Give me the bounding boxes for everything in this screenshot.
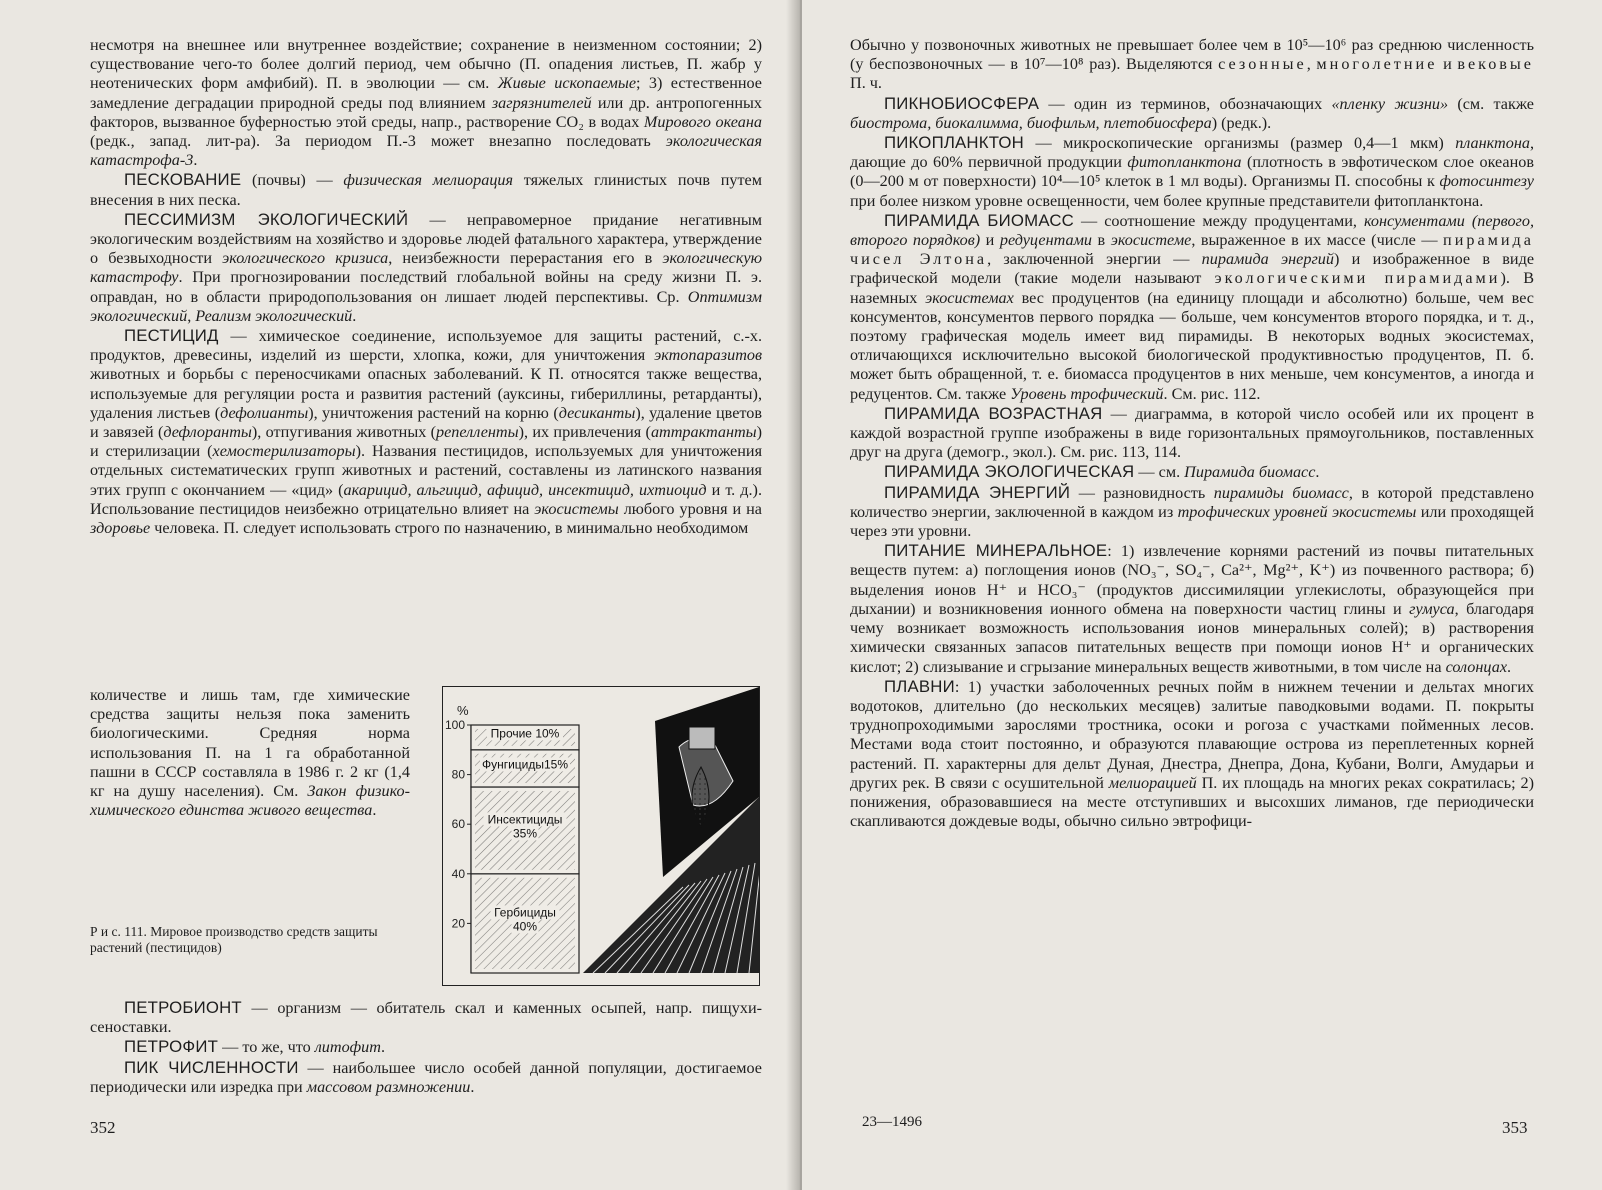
pesticide-chart (442, 686, 760, 986)
left-paragraph: ПЕСТИЦИД — химическое соединение, используемое для защиты растений, с.-х. продуктов, древесины, изделий из шерсти, хлопка, кожи, для уничтожения эктопаразитов животных и борьбы с переносчиками опасных заболеваний. К П. относятся также вещества, используемые для регуляции роста и развития растений (ауксины, гибериллины, ретарданты), удаления листьев (дефолианты), уничтожения растений на корню (десиканты), удаление цветов и завязей (дефлоранты), отпугивания животных (репелленты), их привлечения (аттрактанты) и стерилизации (хемостерилизаторы). Названия пестицидов, используемых для уничтожения отдельных систематических групп животных и растений, составлены из латинского названия этих групп с окончанием — «цид» (акарицид, альгицид, афицид, инсектицид, ихтиоцид и т. д.). Использование пестицидов неизбежно отрицательно влияет на экосистемы любого уровня и на здоровье человека. П. следует использовать строго по назначению, в минимально необходимом (90, 326, 763, 538)
segment-label: Фунгициды15% (481, 757, 569, 772)
right-page (802, 0, 1602, 1190)
segment-label: Прочие 10% (490, 726, 560, 741)
right-paragraph: Обычно у позвоночных животных не превышает более чем в 10⁵—10⁶ раз среднюю численность (у беспозвоночных — в 10⁷—10⁸ раз). Выделяются сезонные, многолетние и вековые П. ч. (850, 36, 1534, 93)
right-text-column (850, 36, 1534, 831)
figure-caption: Р и с. 111. Мировое производство средств защиты растений (пестицидов) (90, 924, 378, 955)
right-paragraph: ПИКНОБИОСФЕРА — один из терминов, обозначающих «пленку жизни» (см. также биострома, биокалимма, биофильм, плетобиосфера) (редк.). (850, 93, 1534, 132)
segment-label: Гербициды (494, 905, 556, 920)
y-tick-label: 100 (444, 718, 465, 732)
y-tick-label: 60 (451, 817, 465, 832)
segment-label: Инсектициды (487, 812, 563, 827)
y-tick-label: 80 (451, 767, 465, 782)
left-paragraph: ПЕССИМИЗМ ЭКОЛОГИЧЕСКИЙ — неправомерное придание негативным экологическим воздействиям на хозяйство и здоровье людей фатального характера, утверждение о безвыходности экологического кризиса, неизбежности перерастания его в экологическую катастрофу. При прогнозировании последствий глобальной войны на среду жизни П. э. оправдан, но в области природопользования он лишает людей перспективы. Ср. Оптимизм экологический, Реализм экологический. (90, 209, 762, 325)
chart-canvas (443, 687, 759, 985)
figure-111 (90, 686, 762, 988)
left-paragraph: ПЕСКОВАНИЕ (почвы) — физическая мелиорация тяжелых глинистых почв путем внесения в них песка. (90, 170, 762, 209)
figure-side-text: количестве и лишь там, где химические средства защиты нельзя пока заменить биологическими. Средняя норма использования П. на 1 га обработанной пашни в СССР составляла в 1986 г. 2 кг (1,4 кг на душу населения). См. Закон физико-химического единства живого вещества. (90, 686, 411, 820)
y-tick-label: 40 (451, 866, 465, 881)
signature-mark: 23—1496 (862, 1114, 922, 1130)
left-text-after-figure (90, 998, 762, 1097)
left-paragraph: ПЕТРОФИТ — то же, что литофит. (124, 1037, 386, 1057)
right-paragraph: ПИТАНИЕ МИНЕРАЛЬНОЕ: 1) извлечение корнями растений из почвы питательных веществ путем: а) поглощения ионов (NO₃⁻, SO₄⁻, Ca²⁺, Mg²⁺, K⁺) из почвенного раствора; б) выделения ионов H⁺ и HCO₃⁻ (продуктов диссимиляции углекислоты, образующейся при дыхании) и возникновения ионного обмена на поверхности частиц глины и гумуса, благодаря чему возникает возможность использования ионов минеральных солей); в) растворения химически связанных запасов питательных веществ при помощи ионов H⁺ и органических кислот; 2) слизывание и сгрызание минеральных веществ животными, в том числе на солонцах. (850, 541, 1534, 676)
left-page (0, 0, 798, 1190)
tractor-cab (689, 727, 715, 749)
right-paragraph: ПИРАМИДА ЭНЕРГИЙ — разновидность пирамиды биомасс, в которой представлено количество энергии, заключенной в каждом из трофических уровней экосистемы или проходящей через эти уровни. (850, 482, 1534, 541)
right-paragraph: ПИКОПЛАНКТОН — микроскопические организмы (размер 0,4—1 мкм) планктона, дающие до 60% первичной продукции фитопланктона (плотность в эвфотическом слое океанов (0—200 м от поверхности) 10⁴—10⁵ клеток в 1 мл воды). Организмы П. способны к фотосинтезу при более низком уровне освещенности, чем более крупные представители фитопланктона. (850, 133, 1534, 210)
left-paragraph: несмотря на внешнее или внутреннее воздействие; сохранение в неизменном состоянии; 2) существование чего-то более долгий период, чем обычно (П. опадения листьев, П. жабр у неотенических форм амфибий). П. в эволюции — см. Живые ископаемые; 3) естественное замедление деградации природной среды под влиянием загрязнителей или др. антропогенных факторов, вызванное буферностью этой среды, напр., растворение CO₂ в водах Мирового океана (редк., запад. лит-ра). За периодом П.-3 может внезапно последовать экологическая катастрофа-3. (90, 36, 763, 170)
y-axis-label: % (457, 703, 469, 718)
right-paragraph: ПИРАМИДА ЭКОЛОГИЧЕСКАЯ — см. Пирамида биомасс. (884, 462, 1320, 482)
page-number-left: 352 (90, 1118, 116, 1137)
right-paragraph: ПИРАМИДА БИОМАСС — соотношение между продуцентами, консументами (первого, второго порядков) и редуцентами в экосистеме, выраженное в их массе (числе — пирамида чисел Элтона, заключенной энергии — пирамида энергий) и изображенное в виде графической модели (такие модели называют экологическими пирамидами). В наземных экосистемах вес продуцентов (на единицу площади и абсолютно) больше, чем вес консументов, консументов первого порядка — больше, чем консументов второго порядка, и т. д., поэтому графическая модель имеет вид пирамиды. В некоторых водных экосистемах, отличающихся исключительно высокой биологической продуктивностью продуцентов, П. б. может быть обращенной, т. е. биомасса продуцентов в них меньше, чем консументов, а иногда и редуцентов. См. также Уровень трофический. См. рис. 112. (850, 210, 1535, 403)
left-paragraph: ПИК ЧИСЛЕННОСТИ — наибольшее число особей данной популяции, достигаемое периодически или изредка при массовом размножении. (90, 1057, 762, 1096)
right-paragraph: ПЛАВНИ: 1) участки заболоченных речных пойм в нижнем течении и дельтах многих водотоков, длительно (до нескольких месяцев) залитые паводковыми водами. П. покрыты труднопроходимыми зарослями тростника, осоки и рогоза с участками пойменных лесов. Местами вода стоит постоянно, и образуются плавающие острова из переплетенных корней растений. П. характерны для дельт Дуная, Днестра, Днепра, Дона, Кубани, Волги, Амударьи и других рек. В связи с осушительной мелиорацией П. их площадь на многих реках сократилась; 2) понижения, образовавшиеся на месте отступивших и высохших лиманов, где периодически скапливаются дождевые воды, обычно сильно эвтрофици- (850, 676, 1534, 831)
page-number-right: 353 (1502, 1118, 1528, 1137)
y-tick-label: 20 (451, 916, 465, 931)
segment-label: 35% (512, 826, 538, 841)
segment-label: 40% (512, 919, 538, 934)
right-paragraph: ПИРАМИДА ВОЗРАСТНАЯ — диаграмма, в которой число особей или их процент в каждой возрастной группе изображены в виде горизонтальных прямоугольников, поставленных друг на друга (демогр., экол.). См. рис. 113, 114. (850, 403, 1534, 462)
left-paragraph: ПЕТРОБИОНТ — организм — обитатель скал и каменных осыпей, напр. пищухи-сеноставки. (90, 998, 762, 1037)
left-text-column (90, 36, 762, 538)
